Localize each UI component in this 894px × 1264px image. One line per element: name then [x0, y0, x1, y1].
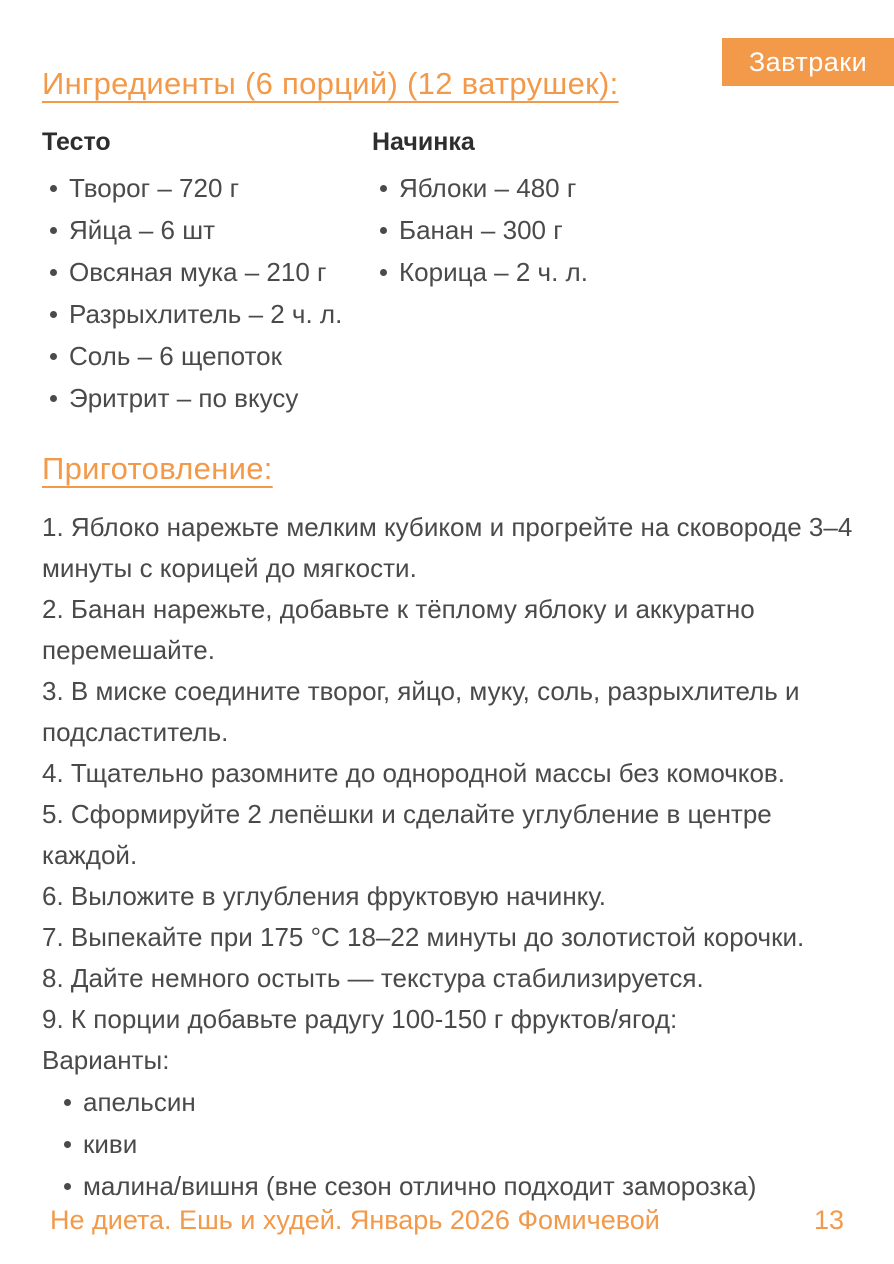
page-footer: [50, 1205, 844, 1236]
preparation-steps: [42, 507, 862, 1081]
ingredient-item: Эритрит – по вкусу: [42, 377, 372, 419]
step-item: 3. В миске соедините творог, яйцо, муку, соль, разрыхлитель и подсластитель.: [42, 676, 800, 747]
filling-column-title: Начинка: [372, 128, 475, 156]
filling-ingredient-list: [372, 167, 852, 293]
dough-column-title: Тесто: [42, 128, 111, 156]
ingredient-item: Корица – 2 ч. л.: [372, 251, 852, 293]
step-item: 8. Дайте немного остыть — текстура стабилизируется.: [42, 963, 704, 993]
preparation-heading: Приготовление:: [42, 451, 273, 486]
ingredients-heading: Ингредиенты (6 порций) (12 ватрушек):: [42, 66, 619, 101]
ingredient-item: Овсяная мука – 210 г: [42, 251, 372, 293]
step-item: 9. К порции добавьте радугу 100-150 г фруктов/ягод:: [42, 1004, 678, 1034]
step-item: 6. Выложите в углубления фруктовую начинку.: [42, 881, 606, 911]
variant-item: киви: [56, 1123, 852, 1165]
filling-column: [372, 128, 852, 419]
dough-ingredient-list: [42, 167, 372, 419]
ingredient-item: Соль – 6 щепоток: [42, 335, 372, 377]
step-item: 1. Яблоко нарежьте мелким кубиком и прогрейте на сковороде 3–4 минуты с корицей до мягкости.: [42, 512, 853, 583]
variants-list: [42, 1081, 852, 1207]
ingredient-item: Творог – 720 г: [42, 167, 372, 209]
step-item: 4. Тщательно разомните до однородной массы без комочков.: [42, 758, 785, 788]
variant-item: апельсин: [56, 1081, 852, 1123]
step-item: 5. Сформируйте 2 лепёшки и сделайте углубление в центре каждой.: [42, 799, 772, 870]
step-item: 7. Выпекайте при 175 °C 18–22 минуты до золотистой корочки.: [42, 922, 805, 952]
category-badge: Завтраки: [722, 38, 894, 86]
dough-column: [42, 128, 372, 419]
footer-title: Не диета. Ешь и худей. Январь 2026 Фомичевой: [50, 1205, 660, 1235]
step-item: 2. Банан нарежьте, добавьте к тёплому яблоку и аккуратно перемешайте.: [42, 594, 755, 665]
ingredients-columns: [42, 128, 852, 419]
ingredient-item: Банан – 300 г: [372, 209, 852, 251]
ingredient-item: Яйца – 6 шт: [42, 209, 372, 251]
variants-label: Варианты:: [42, 1045, 170, 1075]
ingredient-item: Яблоки – 480 г: [372, 167, 852, 209]
page-number: 13: [813, 1205, 844, 1235]
variant-item: малина/вишня (вне сезон отлично подходит заморозка): [56, 1165, 852, 1207]
ingredient-item: Разрыхлитель – 2 ч. л.: [42, 293, 372, 335]
